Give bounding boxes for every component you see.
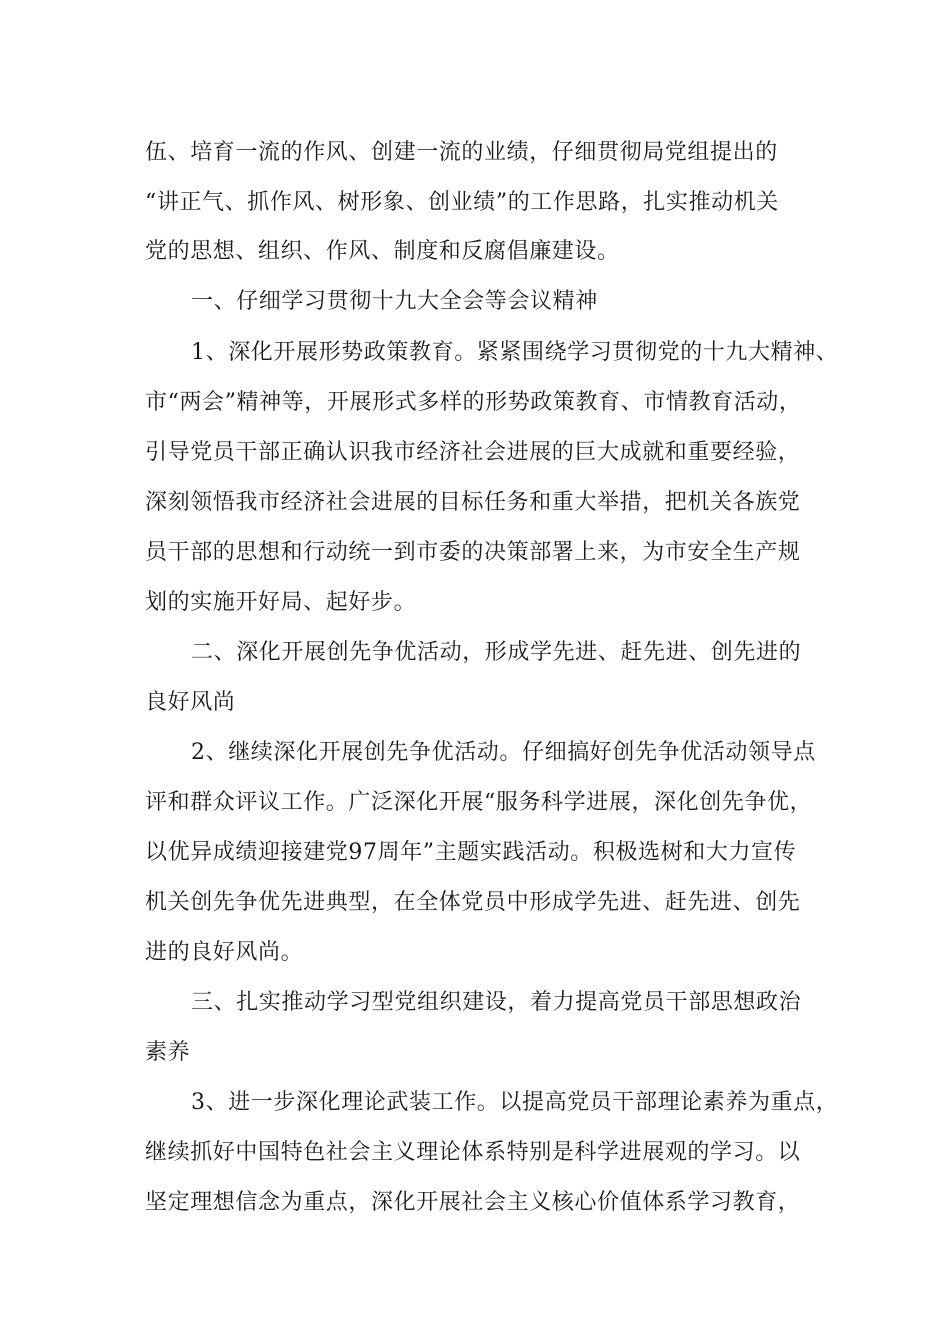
section-heading: 素养 bbox=[145, 1040, 191, 1065]
text-line: 划的实施开好局、起好步。 bbox=[145, 590, 417, 615]
text-line: 3、进一步深化理论武装工作。以提高党员干部理论素养为重点， bbox=[191, 1090, 839, 1115]
text-line: 继续抓好中国特色社会主义理论体系特别是科学进展观的学习。以 bbox=[145, 1140, 801, 1165]
text-line: 伍、培育一流的作风、创建一流的业绩，仔细贯彻局党组提出的 bbox=[145, 140, 778, 165]
text-line: 引导党员干部正确认识我市经济社会进展的巨大成就和重要经验， bbox=[145, 440, 801, 465]
text-line: 坚定理想信念为重点，深化开展社会主义核心价值体系学习教育， bbox=[145, 1190, 801, 1215]
section-heading: 一、仔细学习贯彻十九大全会等会议精神 bbox=[191, 289, 598, 314]
section-heading: 二、深化开展创先争优活动，形成学先进、赶先进、创先进的 bbox=[191, 640, 802, 665]
text-line: 市“两会”精神等，开展形式多样的形势政策教育、市情教育活动， bbox=[145, 390, 802, 415]
section-heading: 三、扎实推动学习型党组织建设，着力提高党员干部思想政治 bbox=[191, 990, 802, 1015]
text-line: 员干部的思想和行动统一到市委的决策部署上来，为市安全生产规 bbox=[145, 540, 801, 565]
text-line: 党的思想、组织、作风、制度和反腐倡廉建设。 bbox=[145, 239, 620, 264]
text-line: 进的良好风尚。 bbox=[145, 940, 304, 965]
text-line: “讲正气、抓作风、树形象、创业绩”的工作思路，扎实推动机关 bbox=[145, 190, 779, 215]
text-line: 2、继续深化开展创先争优活动。仔细搞好创先争优活动领导点 bbox=[191, 740, 816, 765]
text-line: 1、深化开展形势政策教育。紧紧围绕学习贯彻党的十九大精神、 bbox=[191, 340, 839, 365]
text-line: 评和群众评议工作。广泛深化开展“服务科学进展，深化创先争优， bbox=[145, 790, 813, 815]
section-heading: 良好风尚 bbox=[145, 690, 236, 715]
text-line: 以优异成绩迎接建党97周年”主题实践活动。积极选树和大力宣传 bbox=[145, 840, 797, 865]
text-line: 深刻领悟我市经济社会进展的目标任务和重大举措，把机关各族党 bbox=[145, 490, 801, 515]
text-line: 机关创先争优先进典型，在全体党员中形成学先进、赶先进、创先 bbox=[145, 890, 801, 915]
